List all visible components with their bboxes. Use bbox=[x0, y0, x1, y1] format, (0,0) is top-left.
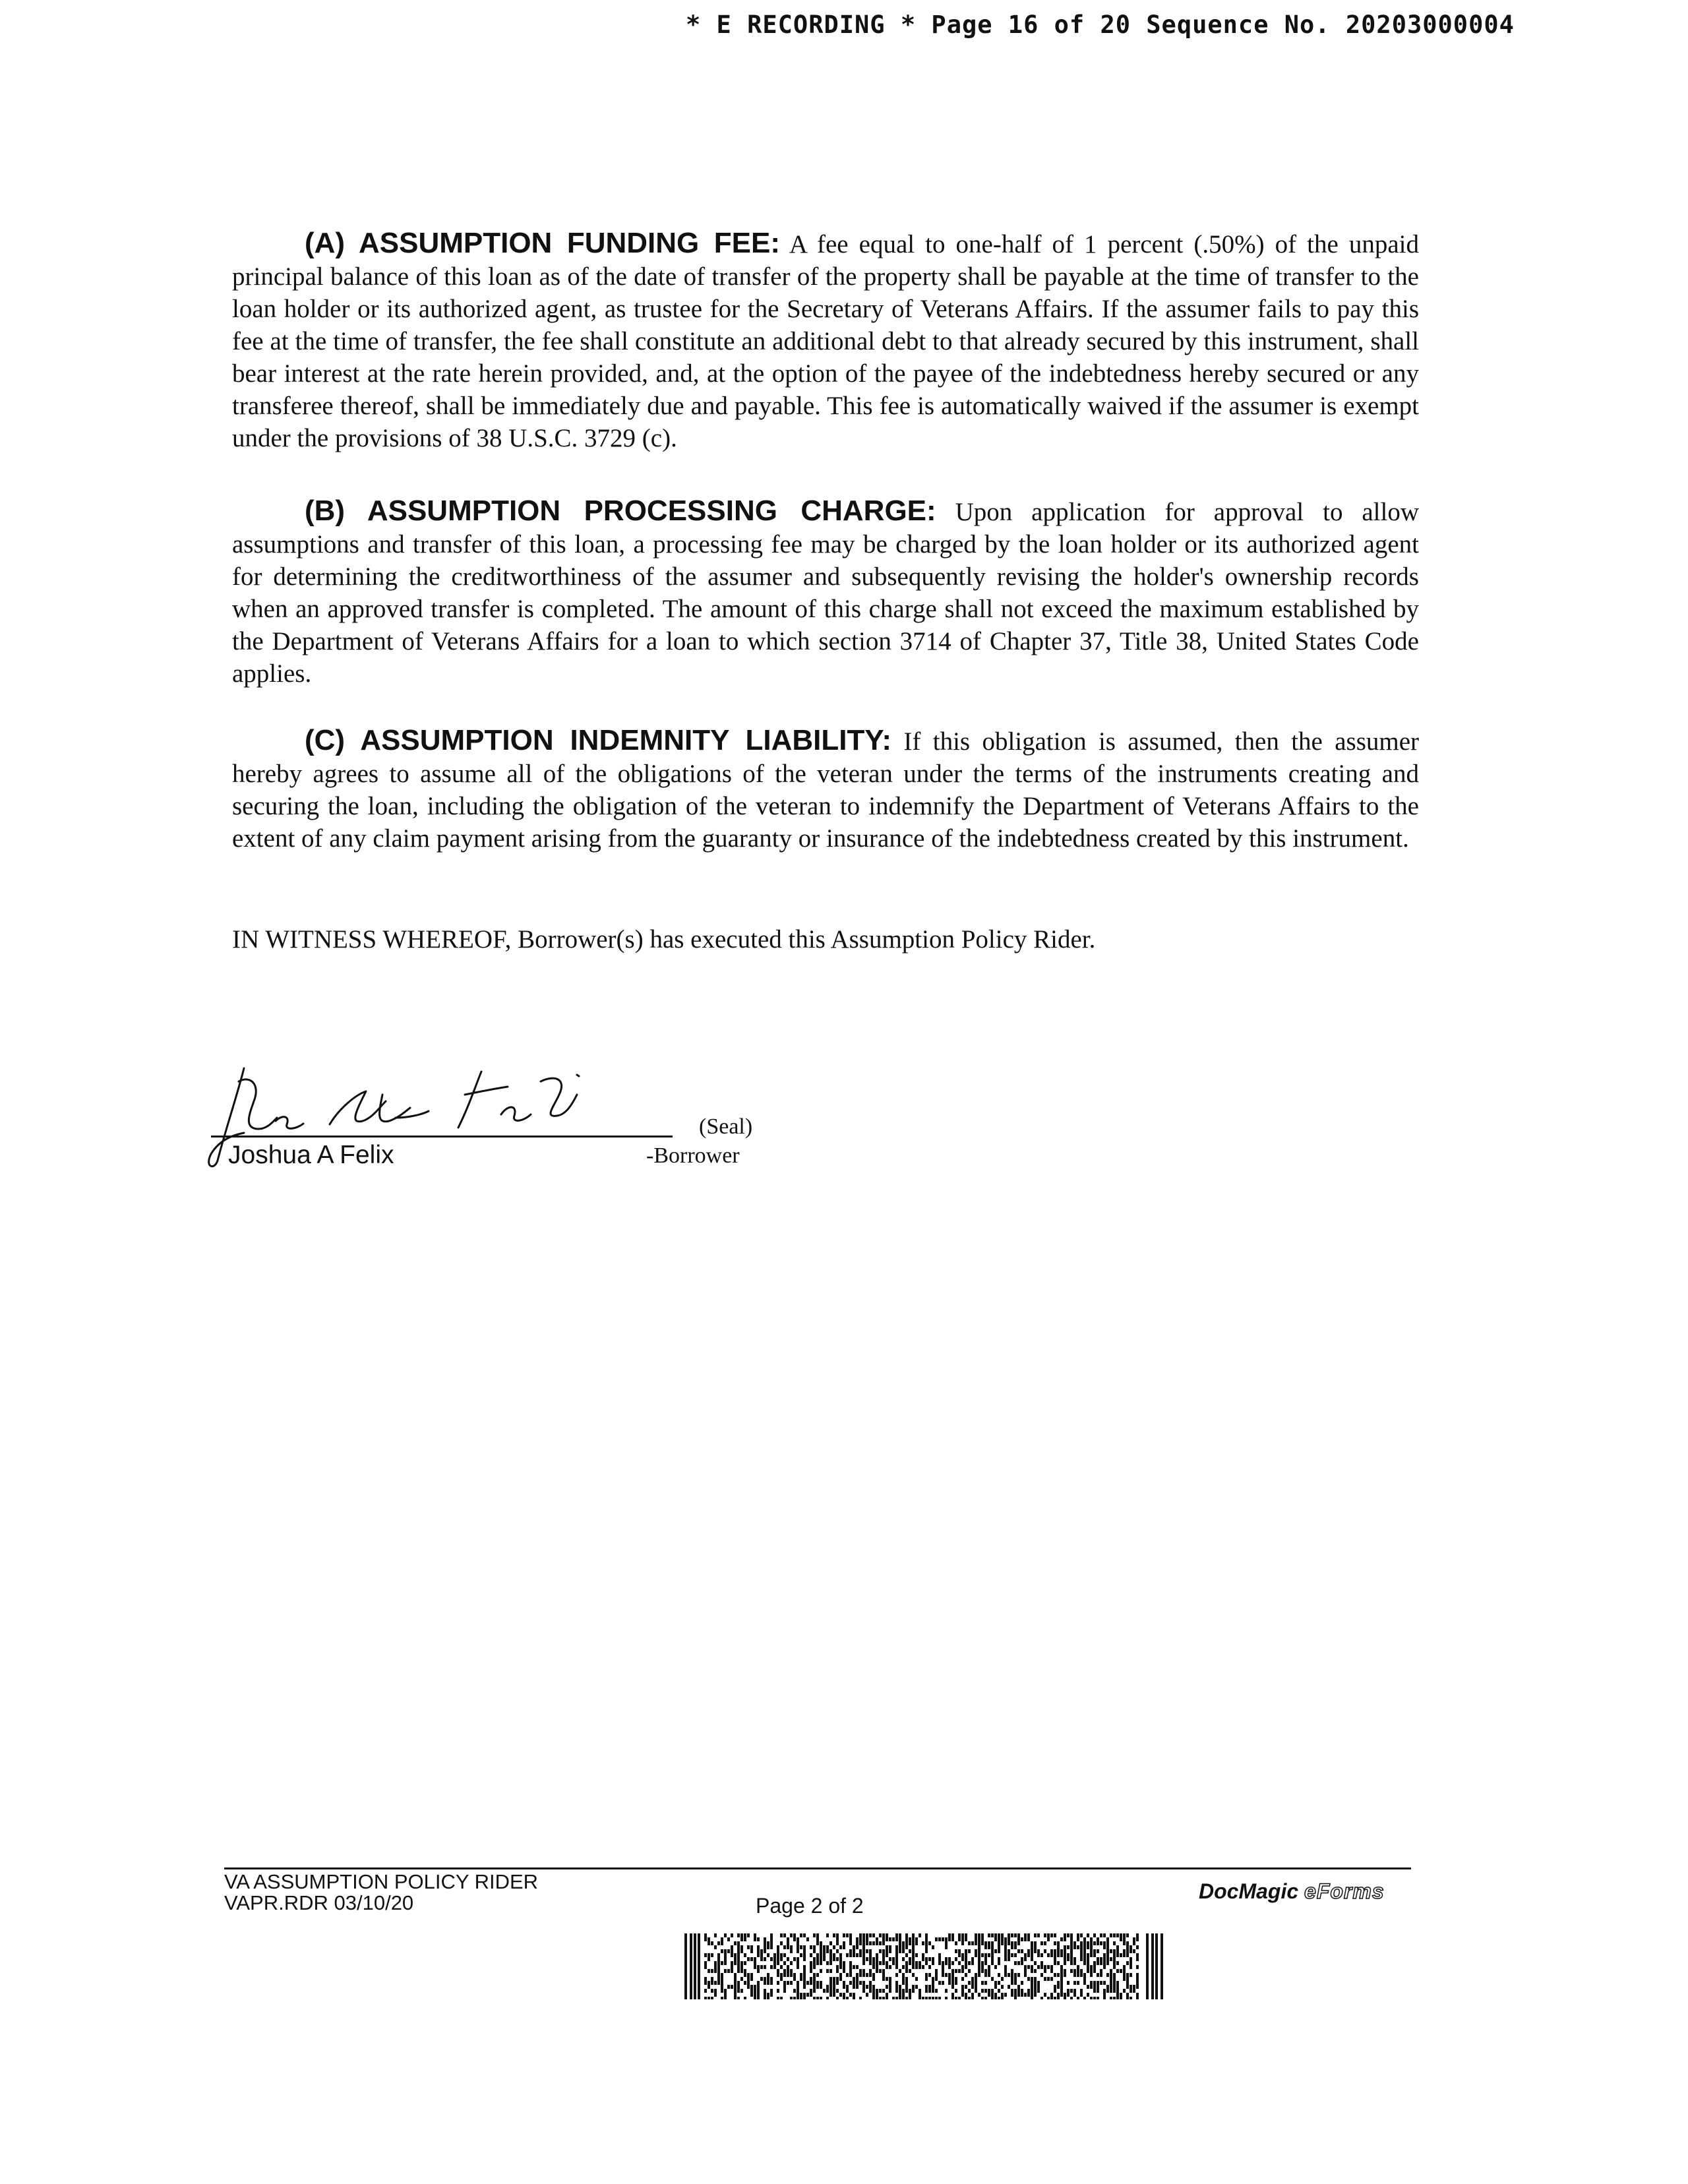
section-b-text: Upon application for approval to allow assumptions and transfer of this loan, a processing fee may be charged by the loan holder or its authorized agent for determining the creditworthiness of the assumer and subsequently revising the holder's ownership records when an approved transfer is completed. The amount of this charge shall not exceed the maximum established by the Department of Veterans Affairs for a loan to which section 3714 of Chapter 37, Title 38, United States Code applies. bbox=[232, 498, 1420, 688]
form-code: VAPR.RDR 03/10/20 bbox=[224, 1891, 414, 1914]
section-c bbox=[232, 724, 1419, 855]
recording-header: * E RECORDING * Page 16 of 20 Sequence No. 20203000004 bbox=[686, 11, 1515, 39]
seal-label: (Seal) bbox=[699, 1114, 753, 1139]
footer-form-info bbox=[224, 1871, 538, 1914]
barcode-image bbox=[684, 1933, 1166, 1999]
section-b-heading: (B) ASSUMPTION PROCESSING CHARGE: bbox=[305, 495, 936, 527]
borrower-name: Joshua A Felix bbox=[228, 1141, 394, 1169]
brand-name: DocMagic bbox=[1199, 1879, 1299, 1903]
brand-suffix: eForms bbox=[1304, 1879, 1385, 1903]
form-title: VA ASSUMPTION POLICY RIDER bbox=[224, 1870, 539, 1893]
section-b bbox=[232, 495, 1419, 690]
page-number: Page 2 of 2 bbox=[756, 1894, 864, 1918]
witness-statement: IN WITNESS WHEREOF, Borrower(s) has executed this Assumption Policy Rider. bbox=[232, 925, 1096, 954]
section-a bbox=[232, 227, 1419, 454]
section-c-heading: (C) ASSUMPTION INDEMNITY LIABILITY: bbox=[305, 724, 892, 756]
section-c-text: If this obligation is assumed, then the assumer hereby agrees to assume all of the obligations of the veteran under the terms of the instruments creating and securing the loan, including the obligation of the veteran to indemnify the Department of Veterans Affairs to the extent of any claim payment arising from the guaranty or insurance of the indebtedness created by this instrument. bbox=[232, 727, 1420, 853]
section-a-heading: (A) ASSUMPTION FUNDING FEE: bbox=[305, 227, 781, 259]
docmagic-logo bbox=[1199, 1879, 1385, 1904]
footer-divider bbox=[224, 1867, 1411, 1869]
signature-line bbox=[211, 1136, 673, 1138]
section-a-text: A fee equal to one-half of 1 percent (.50%) of the unpaid principal balance of this loan as of the date of transfer of the property shall be payable at the time of transfer to the loan holder or its authorized agent, as trustee for the Secretary of Veterans Affairs. If the assumer fails to pay this fee at the time of transfer, the fee shall constitute an additional debt to that already secured by this instrument, shall bear interest at the rate herein provided, and, at the option of the payee of the indebtedness hereby secured or any transferee thereof, shall be immediately due and payable. This fee is automatically waived if the assumer is exempt under the provisions of 38 U.S.C. 3729 (c). bbox=[232, 230, 1419, 452]
borrower-role-label: -Borrower bbox=[646, 1143, 740, 1168]
